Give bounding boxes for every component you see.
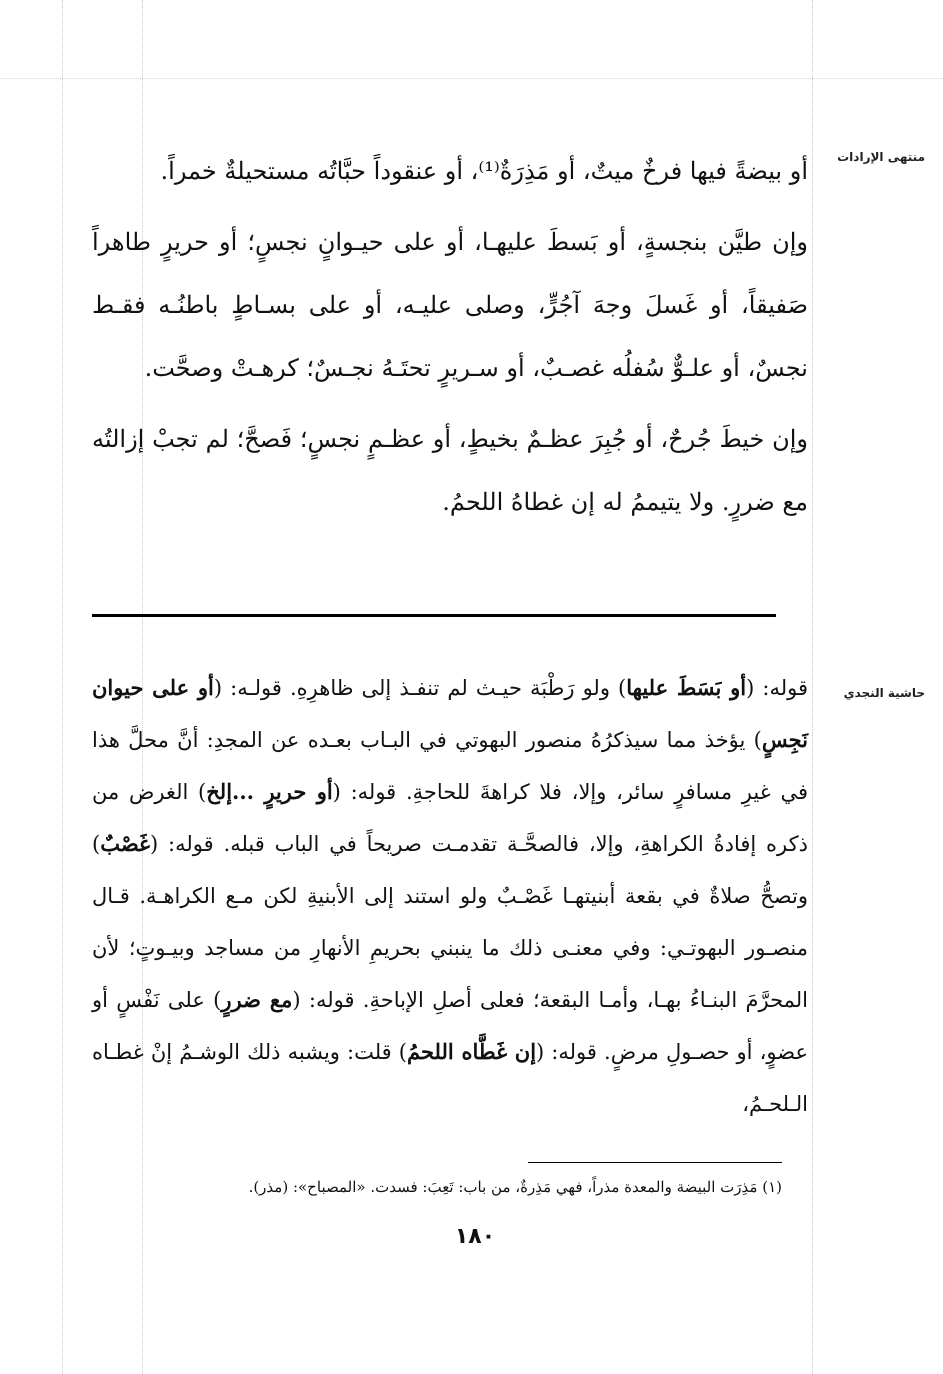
- hashiya-paragraph: [92, 662, 808, 1130]
- hashiya-segment: ) وتصحُّ صلاةٌ في بقعة أبنيتهـا غَصْـبٌ ولو استند إلى الأبنيةِ لكن مـع الكراهـة. قـال منصـور البهوتـي: وفي معنـى ذلك ما ينبني بحريمِ الأنهارِ من مساجد وبيـوتٍ؛ لأن المحرَّمَ البنـاءُ بهـا، وأمـا البقعة؛ فعلى أصلِ الإباحةِ. قوله: (: [92, 832, 809, 1012]
- footnote-divider: [528, 1162, 782, 1163]
- hashiya-segment: ) الغرض من ذكره إفادةُ الكراهةِ، وإلا، فالصحَّـة تقدمـت صريحاً في الباب قبله. قوله: (: [92, 780, 808, 856]
- quoted-term: مع ضررٍ: [221, 987, 293, 1012]
- hashiya-segment: ) قلت: ويشبه ذلك الوشـمُ إنْ غطـاه الـلحـمُ،: [92, 1040, 808, 1116]
- hashiya-segment: ) على نَفْسٍ أو عضوٍ، أو حصـولِ مرضٍ. قوله: (: [92, 988, 808, 1064]
- hashiya-segment: ) ولو رَطْبَة حيـث لم تنفـذ إلى ظاهرِهِ. قولـه: (: [213, 676, 627, 700]
- quoted-term: أو على حيوان نَجِسٍ: [92, 675, 808, 752]
- page-number: ١٨٠: [454, 1224, 496, 1249]
- main-text-label: منتهى الإرادات: [837, 150, 925, 164]
- scan-guide-line: [62, 0, 63, 1374]
- quoted-term: أو بَسَطَ عليها: [626, 675, 747, 700]
- quoted-term: أو حريرٍ ...إلخ: [206, 779, 333, 804]
- hashiya-segment: ) يؤخذ مما سيذكرُهُ منصور البهوتي في البـاب بعـده عن المجدِ: أنَّ محلَّ هذا في غيرِ مسافرٍ سائر، وإلا، فلا كراهةَ للحاجةِ. قوله: (: [92, 728, 808, 804]
- section-divider: [92, 614, 776, 617]
- hashiya-segment: قوله: (: [746, 676, 808, 700]
- hashiya-text: [92, 662, 808, 1130]
- main-paragraph: وإن طيَّن بنجسةٍ، أو بَسطَ عليهـا، أو على حيـوانٍ نجسٍ؛ أو حريرٍ طاهراً صَفيقاً، أو غَسلَ وجهَ آجُرٍّ، وصلى عليـه، أو على بسـاطٍ باطنُـه فقـط نجسٌ، أو علـوٌّ سُفلُه غصـبٌ، أو سـريرٍ تحتَـهُ نجـسٌ؛ كرهـتْ وصحَّت.: [92, 228, 808, 382]
- main-paragraph: وإن خيطَ جُرحٌ، أو جُبِرَ عظـمٌ بخيطٍ، أو عظـمٍ نجسٍ؛ فَصحَّ؛ لم تجبْ إزالتُه مع ضررٍ. ولا يتيممُ له إن غطاهُ اللحمُ.: [92, 425, 808, 516]
- scan-guide-line: [0, 78, 943, 79]
- quoted-term: غَصْبٌ: [100, 831, 151, 856]
- scan-guide-line: [812, 0, 813, 1374]
- main-text: [92, 140, 808, 534]
- quoted-term: إن غَطَّاه اللحمُ: [407, 1039, 537, 1064]
- main-paragraph: أو بيضةً فيها فرخٌ ميتٌ، أو مَذِرَةٌ⁽¹⁾، أو عنقوداً حبَّاتُه مستحيلةٌ خمراً.: [160, 157, 808, 185]
- footnote: (١) مَذِرَت البيضة والمعدة مذراً، فهي مَذِرةٌ، من باب: تَعِبَ: فسدت. «المصباح»: (مذر).: [248, 1178, 782, 1196]
- hashiya-label: حاشية النجدي: [843, 686, 925, 700]
